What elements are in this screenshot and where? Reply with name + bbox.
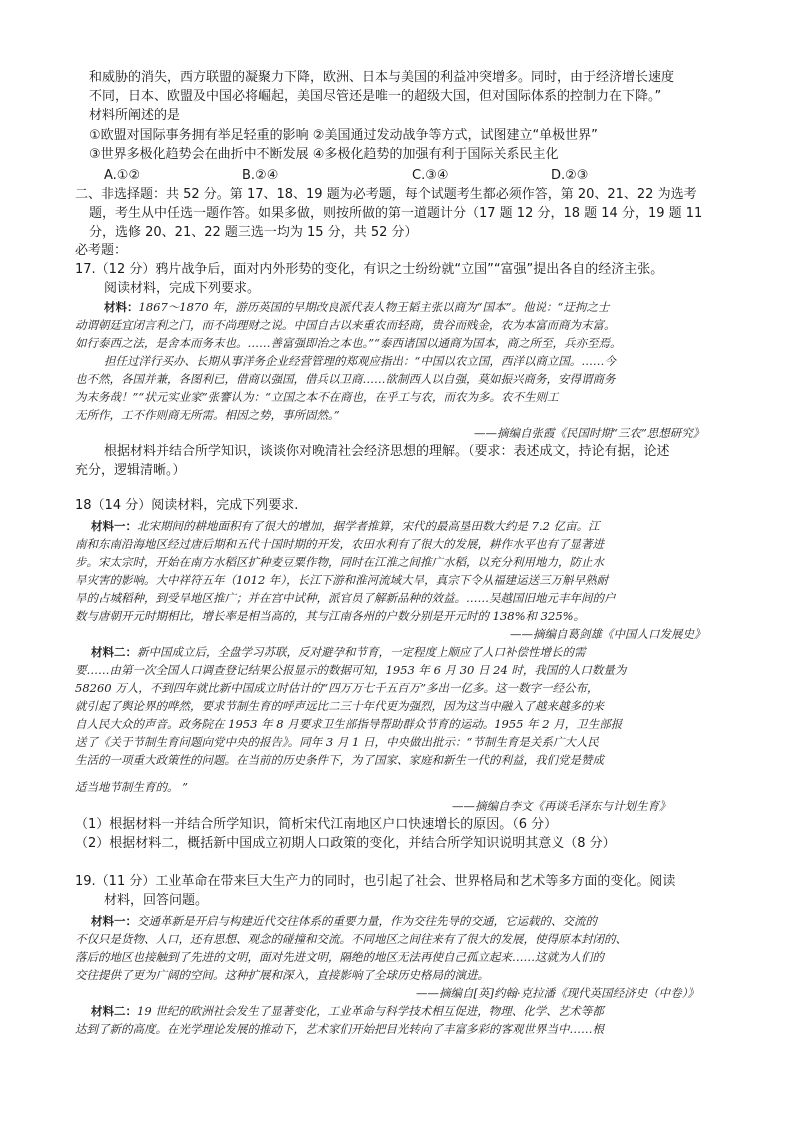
q19-material-text: 19 世纪的欧洲社会发生了显著变化，工业革命与科学技术相互促进，物理、化学、艺术等都: [137, 1004, 604, 1018]
q18-material-line: 自人民大众的声音。政务院在 1953 年 8 月要求卫生部指导帮助群众节育的运动。1955 年 2 月，卫生部报: [75, 717, 623, 731]
q16-option-a: A.①②: [104, 168, 141, 183]
q16-option-b: B.②④: [242, 168, 279, 183]
q18-material-line: 送了《关于节制生育问题向党中央的报告》。同年 3 月 1 日，中央做出批示：“节制生育是关系广大人民: [75, 735, 599, 749]
q19-instruction: 材料，回答问题。: [104, 893, 209, 908]
q18-material-text: 北宋期间的耕地面积有了很大的增加，据学者推算，宋代的最高垦田数大约是 7.2 亿亩。江: [137, 519, 600, 533]
q16-statement: ③世界多极化趋势会在曲折中不断发展 ④多极化趋势的加强有利于国际关系民主化: [89, 147, 559, 162]
q19-material-line: 不仅只是货物、人口，还有思想、观念的碰撞和交流。不同地区之间往来有了很大的发展，使得原本封闭的、: [75, 932, 627, 946]
q18-material-line: 就引起了舆论界的哗然，要求节制生育的呼声远比二三十年代更为强烈，因为这当中融入了越来越多的来: [75, 699, 604, 713]
q19-material2-label: 材料二：: [91, 1004, 137, 1018]
q19-material-line: 达到了新的高度。在光学理论发展的推动下，艺术家们开始把目光转向了丰富多彩的客观世界当中……根: [75, 1022, 604, 1036]
q19-material1-label: 材料一：: [91, 914, 137, 928]
q18-task: （1）根据材料一并结合所学知识，简析宋代江南地区户口快速增长的原因。（6 分）: [75, 817, 558, 832]
q18-material-line: 生活的一项重大政策性的问题。在当前的历史条件下，为了国家、家庭和新生一代的利益，我们党是赞成: [75, 753, 604, 767]
section-heading: 二、非选择题：共 52 分。第 17、18、19 题为必考题，每个试题考生都必须作答，第 20、21、22 为选考: [75, 187, 697, 202]
q18-material-text: 新中国成立后，全盘学习苏联，反对避孕和节育，一定程度上顺应了人口补偿性增长的需: [137, 645, 586, 659]
q18-heading: 18（14 分）阅读材料，完成下列要求.: [75, 498, 299, 513]
q18-material1-label: 材料一：: [91, 519, 137, 533]
q18-material-line: 旱灾害的影响。大中祥符五年（1012 年），长江下游和淮河流域大旱，真宗下令从福建运送三万斛早熟耐: [75, 573, 609, 587]
section-instructions: 题，考生从中任选一题作答。如果多做，则按所做的第一道题计分（17 题 12 分，18 题 14 分，19 题 11: [89, 206, 703, 221]
q18-material2-label: 材料二：: [91, 645, 137, 659]
q19-material-line: 交往提供了更为广阔的空间。这种扩展和深入，直接影响了全球历史格局的演进。: [75, 968, 489, 982]
q18-material-line: 要……由第一次全国人口调查登记结果公报显示的数据可知，1953 年 6 月 30 日 24 时，我国的人口数量为: [75, 663, 627, 677]
q17-material-label: 材料：: [104, 300, 139, 314]
q18-task: （2）根据材料二，概括新中国成立初期人口政策的变化，并结合所学知识说明其意义（8 分）: [75, 836, 616, 851]
q18-material-line: 数与唐朝开元时期相比，增长率是相当高的，其与江南各州的户数分别是开元时的 138%和 325%。: [75, 609, 586, 623]
q18-material-line: 适当地节制生育的。 ”: [75, 780, 189, 794]
q18-material-line: 步。宋太宗时，开始在南方水稻区扩种麦豆粟作物，同时在江淮之间推广水稻，以充分利用地力，防止水: [75, 555, 604, 569]
q18-material-line: 旱的占城稻种，到受旱地区推广；并在宫中试种，派官员了解新品种的效益。……吴越国旧地元丰年间的户: [75, 591, 616, 605]
q19-material-line: [91, 913, 597, 929]
q18-material-line: [91, 518, 600, 534]
q19-heading: 19.（11 分）工业革命在带来巨大生产力的同时，也引起了社会、世界格局和艺术等多方面的变化。阅读: [75, 874, 676, 889]
q17-material-text: 1867～1870 年，游历英国的早期改良派代表人物王韬主张以商为“国本”。他说：“迂拘之士: [138, 300, 610, 314]
q17-task: 根据材料并结合所学知识，谈谈你对晚清社会经济思想的理解。（要求：表述成文，持论有据，论述: [104, 444, 670, 459]
q19-material-line: 落后的地区也接触到了先进的文明，面对先进文明，隔绝的地区无法再使自己孤立起来……这就为人们的: [75, 950, 604, 964]
q16-text-line: 和威胁的消失，西方联盟的凝聚力下降，欧洲、日本与美国的利益冲突增多。同时，由于经济增长速度: [89, 70, 675, 85]
q18-material-line: 58260 万人，不到四年就比新中国成立时估计的“四万万七千五百万”多出一亿多。这一数字一经公布，: [75, 681, 599, 695]
q17-material-line: 也不然，各国并兼，各图利已，借商以强国，借兵以卫商……欲制西人以自强，莫如振兴商务，安得谓商务: [75, 372, 616, 386]
q18-source2: ——摘编自李文《再谈毛泽东与计划生育》: [452, 799, 671, 813]
q18-source1: ——摘编自葛剑雄《中国人口发展史》: [510, 627, 706, 641]
q16-option-c: C.③④: [412, 168, 449, 183]
q17-material-line: 为末务哉！”“状元实业家”张謇认为：“立国之本不在商也，在乎工与农，而农为多。农不生则工: [75, 390, 559, 404]
q18-material-line: 南和东南沿海地区经过唐后期和五代十国时期的开发，农田水利有了很大的发展，耕作水平也有了显著进: [75, 537, 604, 551]
q17-material-line: 动谓朝廷宜闭言利之门，而不尚理财之说。中国自古以来重农而轻商，贵谷而贱金，农为本富而商为末富。: [75, 318, 616, 332]
q16-option-d: D.②③: [551, 168, 589, 183]
q17-heading: 17.（12 分）鸦片战争后，面对内外形势的变化，有识之士纷纷就“立国”“富强”提出各自的经济主张。: [75, 262, 664, 277]
q17-source: ——摘编自张霞《民国时期“三农”思想研究》: [474, 426, 705, 440]
q17-material-line: 无所作，工不作则商无所需。相因之势，事所固然。”: [75, 408, 340, 422]
q18-material-line: [91, 644, 586, 660]
q19-material-text: 交通革新是开启与构建近代交往体系的重要力量，作为交往先导的交通，它运载的、交流的: [137, 914, 597, 928]
q19-source1: ——摘编自[英]约翰·克拉潘《现代英国经济史（中卷）》: [416, 986, 699, 1000]
q16-text-line: 不同，日本、欧盟及中国必将崛起，美国尽管还是唯一的超级大国，但对国际体系的控制力在下降。”: [89, 89, 662, 104]
section-instructions: 分，选修 20、21、22 题三选一均为 15 分，共 52 分）: [89, 225, 418, 240]
q19-material-line: [91, 1003, 604, 1019]
q17-task: 充分，逻辑清晰。）: [75, 463, 186, 478]
q16-prompt: 材料所阐述的是: [89, 108, 181, 123]
q16-statement: ①欧盟对国际事务拥有举足轻重的影响 ②美国通过发动战争等方式，试图建立“单极世界”: [89, 128, 598, 143]
q17-material-line: 如行泰西之法，是舍本而务末也。……善富强即治之本也。”“泰西诸国以通商为国本，商之所至，兵亦至焉。: [75, 336, 622, 350]
q17-material-line: 担任过洋行买办、长期从事洋务企业经营管理的郑观应指出：“中国以农立国，西洋以商立国。……今: [104, 354, 616, 368]
required-label: 必考题：: [75, 243, 128, 258]
q17-instruction: 阅读材料，完成下列要求。: [104, 281, 261, 296]
q17-material-line: [104, 299, 609, 315]
